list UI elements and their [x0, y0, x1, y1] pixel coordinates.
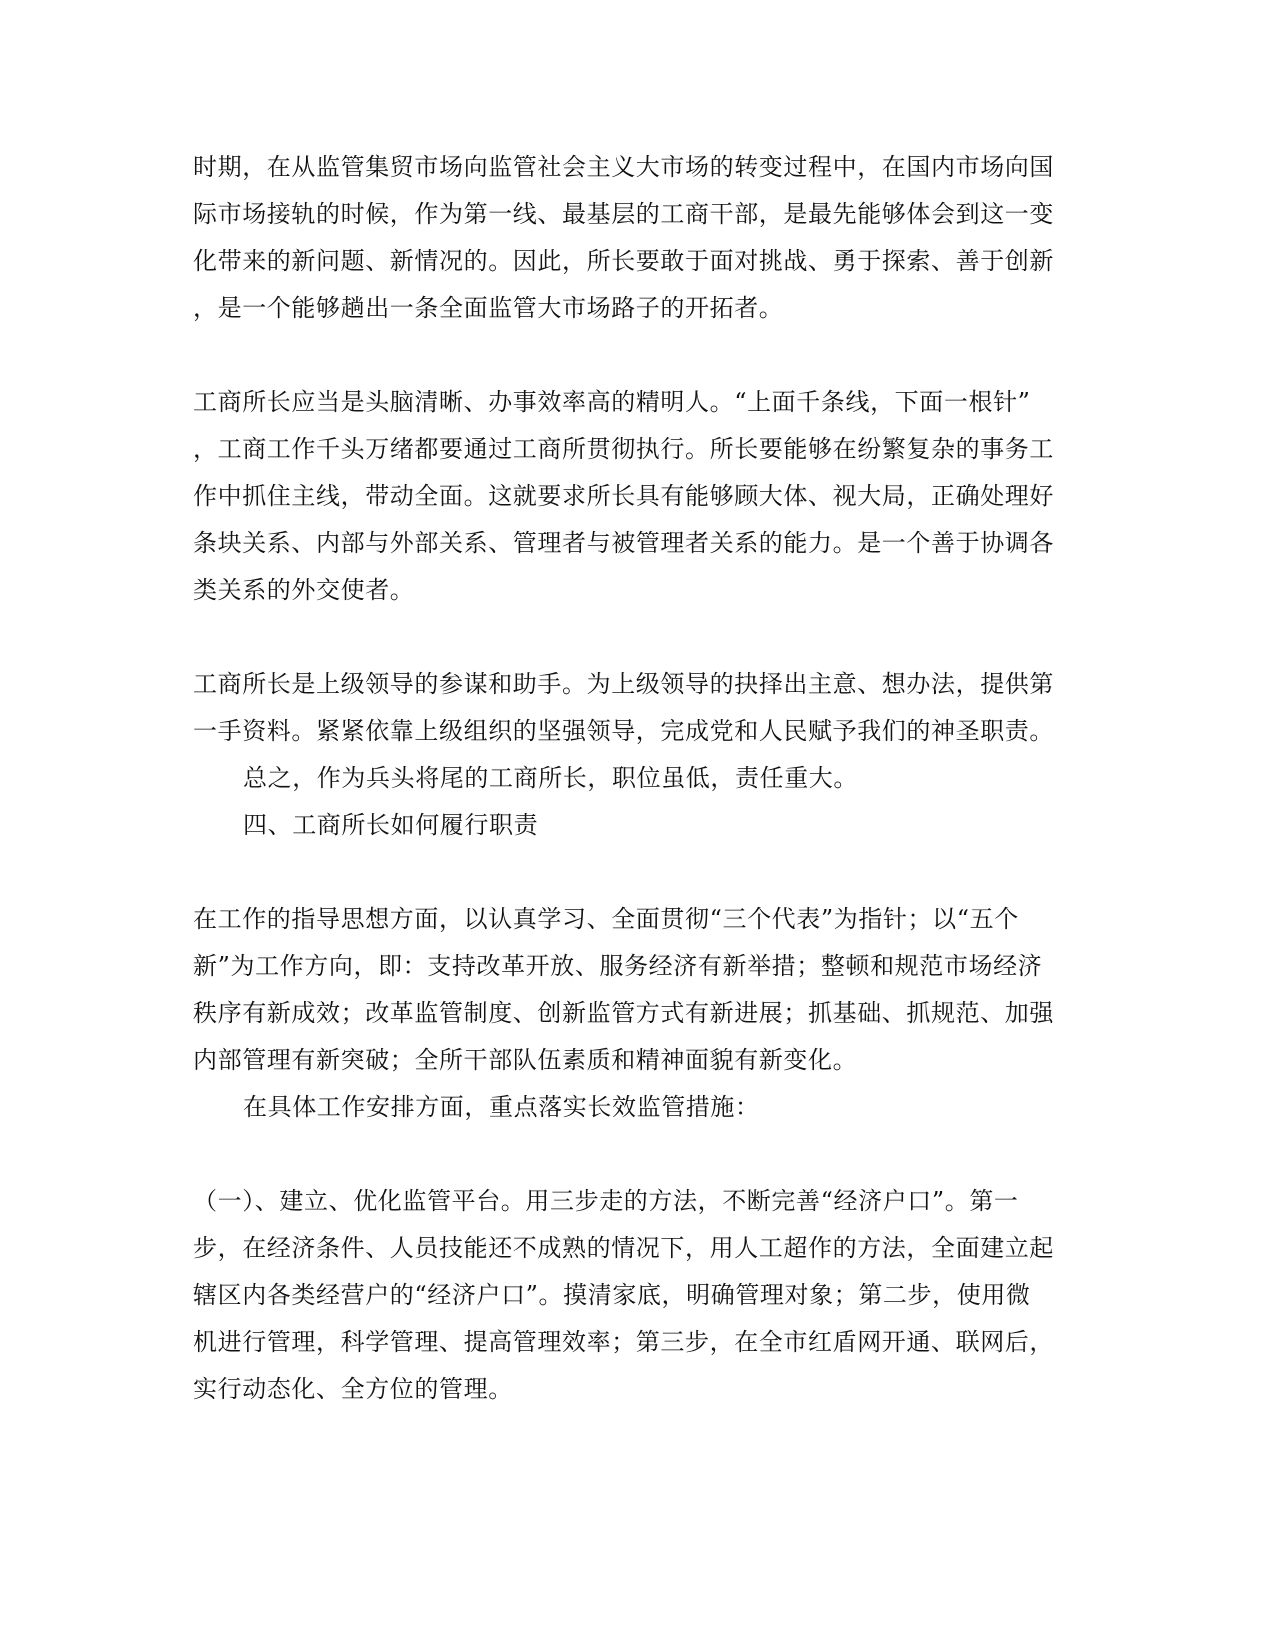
text-line: 实行动态化、全方位的管理。	[193, 1375, 513, 1403]
section-heading: 四、工商所长如何履行职责	[243, 811, 539, 839]
text-line: 总之，作为兵头将尾的工商所长，职位虽低，责任重大。	[243, 764, 858, 792]
text-line: 际市场接轨的时候，作为第一线、最基层的工商干部，是最先能够体会到这一变	[193, 200, 1054, 228]
text-line: 辖区内各类经营户的“经济户口”。摸清家底，明确管理对象；第二步，使用微	[193, 1281, 1031, 1309]
text-line: 秩序有新成效；改革监管制度、创新监管方式有新进展；抓基础、抓规范、加强	[193, 999, 1054, 1027]
text-line: 机进行管理，科学管理、提高管理效率；第三步，在全市红盾网开通、联网后，	[193, 1328, 1054, 1356]
text-line: 新”为工作方向，即：支持改革开放、服务经济有新举措；整顿和规范市场经济	[193, 952, 1043, 980]
text-line: 一手资料。紧紧依靠上级组织的坚强领导，完成党和人民赋予我们的神圣职责。	[193, 717, 1054, 745]
text-line: 步，在经济条件、人员技能还不成熟的情况下，用人工超作的方法，全面建立起	[193, 1234, 1054, 1262]
text-line: 工商所长应当是头脑清晰、办事效率高的精明人。“上面千条线，下面一根针”	[193, 388, 1031, 416]
text-line: 作中抓住主线，带动全面。这就要求所长具有能够顾大体、视大局，正确处理好	[193, 482, 1054, 510]
text-line: 在工作的指导思想方面，以认真学习、全面贯彻“三个代表”为指针；以“五个	[193, 905, 1019, 933]
text-line: 工商所长是上级领导的参谋和助手。为上级领导的抉择出主意、想办法，提供第	[193, 670, 1054, 698]
text-line: ，是一个能够趟出一条全面监管大市场路子的开拓者。	[193, 294, 784, 322]
text-line: （一）、建立、优化监管平台。用三步走的方法，不断完善“经济户口”。第一	[193, 1187, 1019, 1215]
text-line: 内部管理有新突破；全所干部队伍素质和精神面貌有新变化。	[193, 1046, 858, 1074]
text-line: 类关系的外交使者。	[193, 576, 415, 604]
text-line: 条块关系、内部与外部关系、管理者与被管理者关系的能力。是一个善于协调各	[193, 529, 1054, 557]
text-line: 化带来的新问题、新情况的。因此，所长要敢于面对挑战、勇于探索、善于创新	[193, 247, 1054, 275]
text-line: ，工商工作千头万绪都要通过工商所贯彻执行。所长要能够在纷繁复杂的事务工	[193, 435, 1054, 463]
text-line: 在具体工作安排方面，重点落实长效监管措施：	[243, 1093, 760, 1121]
text-line: 时期，在从监管集贸市场向监管社会主义大市场的转变过程中，在国内市场向国	[193, 153, 1054, 181]
